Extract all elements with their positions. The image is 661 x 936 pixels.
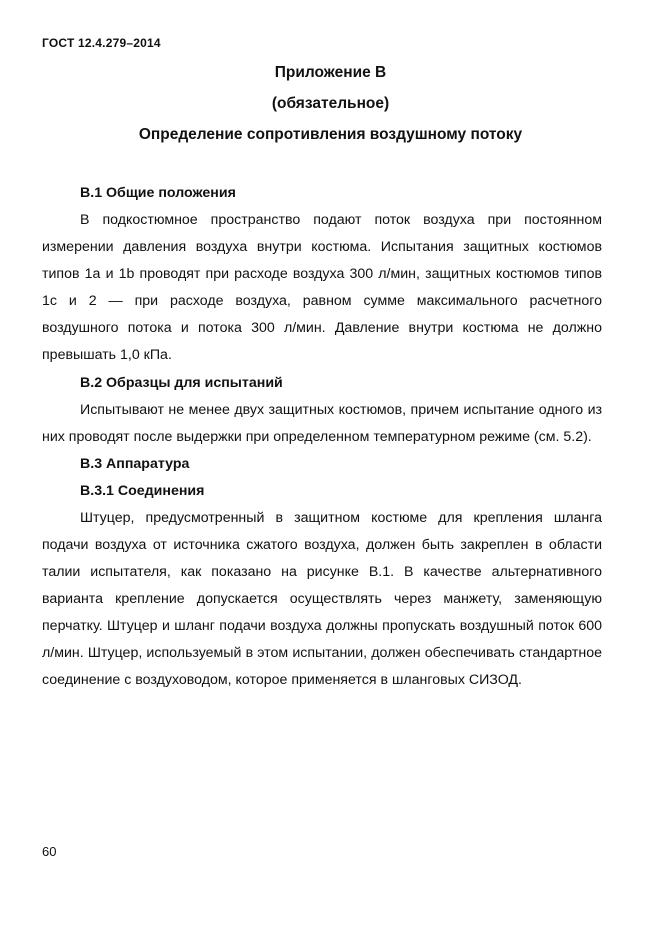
section-b2-paragraph: Испытывают не менее двух защитных костюмов, причем испытание одного из них проводят после выдержки при определенном температурном режиме (см. 5.2). xyxy=(42,401,602,445)
appendix-title: Приложение В xyxy=(274,64,387,81)
appendix-subtitle: Определение сопротивления воздушному потоку xyxy=(138,126,523,143)
section-b31-paragraph: Штуцер, предусмотренный в защитном костюме для крепления шланга подачи воздуха от источника сжатого воздуха, должен быть закреплен в области талии испытателя, как показано на рисунке В.1. В качестве альтернативного варианта крепление допускается осуществлять через манжету, заменяющую перчатку. Штуцер и шланг подачи воздуха должны пропускать воздушный поток 600 л/мин. Штуцер, используемый в этом испытании, должен обеспечивать стандартное соединение с воздуховодом, которое применяется в шланговых СИЗОД. xyxy=(42,509,602,689)
section-b2-heading: В.2 Образцы для испытаний xyxy=(80,374,283,391)
appendix-status: (обязательное) xyxy=(271,95,390,112)
standard-code: ГОСТ 12.4.279–2014 xyxy=(42,36,161,50)
section-b31-heading: В.3.1 Соединения xyxy=(80,482,205,499)
section-b1-paragraph: В подкостюмное пространство подают поток воздуха при постоянном измерении давления воздуха внутри костюма. Испытания защитных костюмов типов 1а и 1b проводят при расходе воздуха 300 л/мин, защитных костюмов типов 1с и 2 — при расходе воздуха, равном сумме максимального расчетного воздушного потока и потока 300 л/мин. Давление внутри костюма не должно превышать 1,0 кПа. xyxy=(42,212,602,364)
section-b3-heading: В.3 Аппаратура xyxy=(80,455,190,472)
body-text xyxy=(42,180,602,694)
section-b1-heading: В.1 Общие положения xyxy=(80,185,236,201)
page-number: 60 xyxy=(42,844,57,859)
